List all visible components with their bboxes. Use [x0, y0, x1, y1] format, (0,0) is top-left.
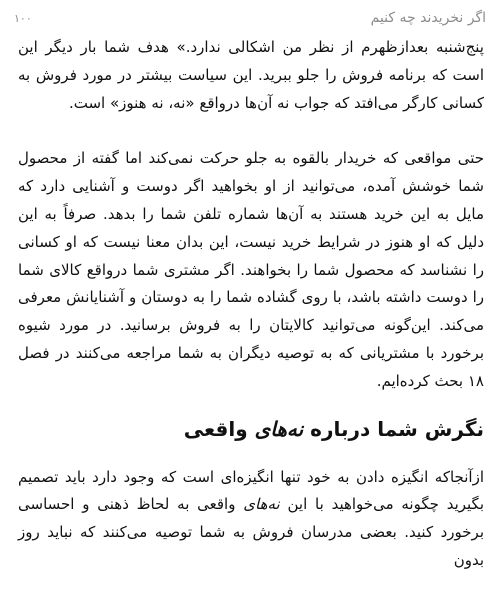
- paragraph-1: پنج‌شنبه بعدازظهرم از نظر من اشکالی ندارد.» هدف شما بار دیگر این است که برنامه فروش را جلو ببرید. این سیاست بیشتر در مورد فروش به کسانی کارگر می‌افتد که جواب نه آن‌ها درواقع «نه، نه هنوز» است.: [18, 38, 484, 112]
- body-text: [18, 34, 484, 575]
- section-heading-italic: نه‌های: [254, 416, 304, 441]
- section-heading-part-2: واقعی: [183, 416, 255, 441]
- paragraph-2: حتی مواقعی که خریدار بالقوه به جلو حرکت نمی‌کند اما گفته از محصول شما خوشش آمده، می‌توانید از او بخواهید اگر دوست و آشنایی دارد که مایل به این خرید هستند به آن‌ها شماره تلفن شما را بدهد. صرفاً به این دلیل که او هنوز در شرایط خرید نیست، این بدان معنا نیست که او کسانی را نشناسد که محصول شما را بخواهند. اگر مشتری شما درواقع کالای شما را دوست داشته باشد، با روی گشاده شما را به دوستان و آشنایانش معرفی می‌کند. این‌گونه می‌توانید کالایتان را به فروش برسانید. در مورد شیوه برخورد با مشتریانی که به توصیه دیگران به شما مراجعه می‌کنند در فصل ۱۸ بحث کرده‌ایم.: [18, 149, 484, 390]
- section-heading-part-1: نگرش شما درباره: [303, 416, 484, 441]
- paragraph-3-part-2: واقعی به لحاظ ذهنی و احساسی برخورد کنید. بعضی مدرسان فروش به شما توصیه می‌کنند که نباید روز بدون: [18, 495, 484, 569]
- running-title: اگر نخریدند چه کنیم: [370, 10, 486, 26]
- paragraph-3-part-1: ازآنجاکه انگیزه دادن به خود تنها انگیزه‌ای است که وجود دارد باید تصمیم بگیرید چگونه می‌خواهید با این: [18, 467, 485, 514]
- paragraph-3-italic: نه‌های: [243, 495, 280, 514]
- paragraph-3: [18, 464, 484, 575]
- section-heading: [18, 414, 484, 444]
- page-header: [14, 8, 486, 28]
- page-number: ۱۰۰: [14, 11, 32, 25]
